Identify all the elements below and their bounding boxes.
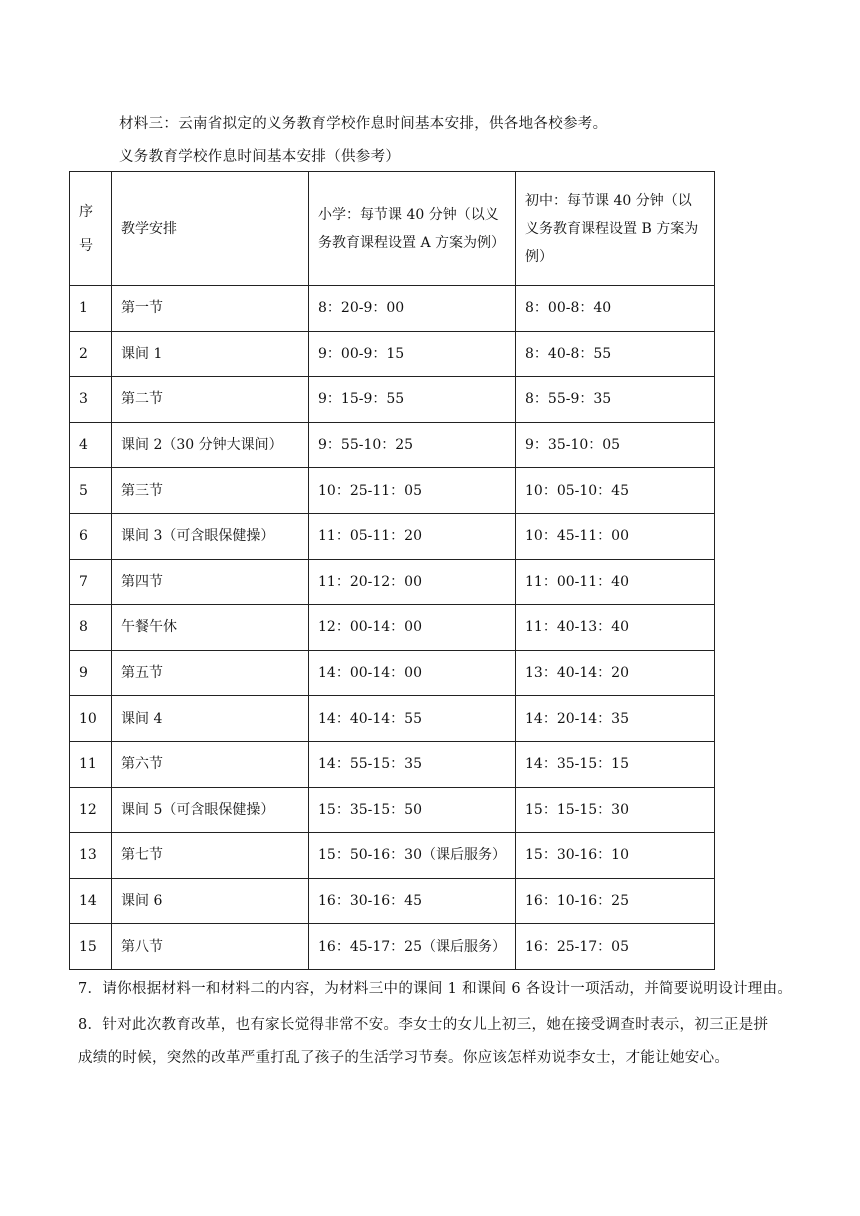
cell-junior-time: 14：35-15：15 (516, 741, 715, 787)
table-row (70, 468, 715, 514)
cell-number: 2 (70, 331, 112, 377)
table-caption: 义务教育学校作息时间基本安排（供参考） (119, 149, 401, 165)
table-row (70, 422, 715, 468)
cell-junior-time: 14：20-14：35 (516, 696, 715, 742)
cell-item: 课间 3（可含眼保健操） (112, 513, 309, 559)
cell-primary-time: 9：55-10：25 (309, 422, 516, 468)
header-number-line1: 序 (79, 203, 93, 220)
cell-item: 课间 1 (112, 331, 309, 377)
cell-junior-time: 9：35-10：05 (516, 422, 715, 468)
table-row (70, 924, 715, 970)
cell-primary-time: 14：00-14：00 (309, 650, 516, 696)
material-three-intro: 材料三：云南省拟定的义务教育学校作息时间基本安排，供各地各校参考。 (119, 116, 608, 132)
cell-number: 5 (70, 468, 112, 514)
cell-number: 15 (70, 924, 112, 970)
cell-primary-time: 8：20-9：00 (309, 286, 516, 332)
cell-number: 11 (70, 741, 112, 787)
header-number (70, 172, 112, 286)
cell-item: 第七节 (112, 833, 309, 879)
cell-number: 8 (70, 605, 112, 651)
table-row (70, 559, 715, 605)
table-row (70, 878, 715, 924)
table-row (70, 650, 715, 696)
cell-item: 课间 2（30 分钟大课间） (112, 422, 309, 468)
table-row (70, 741, 715, 787)
cell-item: 课间 4 (112, 696, 309, 742)
cell-primary-time: 15：35-15：50 (309, 787, 516, 833)
cell-primary-time: 16：45-17：25（课后服务） (309, 924, 516, 970)
cell-junior-time: 13：40-14：20 (516, 650, 715, 696)
cell-primary-time: 15：50-16：30（课后服务） (309, 833, 516, 879)
cell-item: 第四节 (112, 559, 309, 605)
cell-primary-time: 10：25-11：05 (309, 468, 516, 514)
table-row (70, 787, 715, 833)
header-number-line2: 号 (79, 237, 93, 254)
cell-number: 6 (70, 513, 112, 559)
table-row (70, 513, 715, 559)
question-7: 7．请你根据材料一和材料二的内容，为材料三中的课间 1 和课间 6 各设计一项活动，并简要说明设计理由。 (78, 981, 793, 997)
cell-primary-time: 12：00-14：00 (309, 605, 516, 651)
question-8-line-1: 8．针对此次教育改革，也有家长觉得非常不安。李女士的女儿上初三，她在接受调查时表示，初三正是拼 (78, 1017, 769, 1033)
header-primary: 小学：每节课 40 分钟（以义务教育课程设置 A 方案为例） (309, 172, 516, 286)
cell-junior-time: 11：40-13：40 (516, 605, 715, 651)
cell-primary-time: 11：20-12：00 (309, 559, 516, 605)
header-item: 教学安排 (112, 172, 309, 286)
cell-primary-time: 9：15-9：55 (309, 377, 516, 423)
cell-junior-time: 16：25-17：05 (516, 924, 715, 970)
schedule-table (69, 171, 715, 970)
cell-junior-time: 8：40-8：55 (516, 331, 715, 377)
table-row (70, 605, 715, 651)
cell-number: 1 (70, 286, 112, 332)
cell-item: 第六节 (112, 741, 309, 787)
table-header-row (70, 172, 715, 286)
table-row (70, 377, 715, 423)
cell-junior-time: 16：10-16：25 (516, 878, 715, 924)
schedule-body (70, 286, 715, 970)
cell-item: 课间 5（可含眼保健操） (112, 787, 309, 833)
header-junior: 初中：每节课 40 分钟（以义务教育课程设置 B 方案为例） (516, 172, 715, 286)
cell-item: 第五节 (112, 650, 309, 696)
cell-number: 3 (70, 377, 112, 423)
question-8-line-2: 成绩的时候，突然的改革严重打乱了孩子的生活学习节奏。你应该怎样劝说李女士，才能让她安心。 (78, 1050, 730, 1066)
table-row (70, 696, 715, 742)
table-row (70, 833, 715, 879)
cell-junior-time: 8：00-8：40 (516, 286, 715, 332)
table-row (70, 286, 715, 332)
cell-primary-time: 14：40-14：55 (309, 696, 516, 742)
cell-primary-time: 16：30-16：45 (309, 878, 516, 924)
cell-number: 12 (70, 787, 112, 833)
cell-junior-time: 10：45-11：00 (516, 513, 715, 559)
cell-junior-time: 8：55-9：35 (516, 377, 715, 423)
cell-primary-time: 14：55-15：35 (309, 741, 516, 787)
cell-number: 7 (70, 559, 112, 605)
cell-item: 第一节 (112, 286, 309, 332)
cell-item: 第二节 (112, 377, 309, 423)
cell-number: 9 (70, 650, 112, 696)
cell-item: 午餐午休 (112, 605, 309, 651)
cell-number: 4 (70, 422, 112, 468)
cell-item: 第八节 (112, 924, 309, 970)
cell-junior-time: 10：05-10：45 (516, 468, 715, 514)
cell-primary-time: 11：05-11：20 (309, 513, 516, 559)
cell-junior-time: 15：15-15：30 (516, 787, 715, 833)
cell-junior-time: 11：00-11：40 (516, 559, 715, 605)
cell-primary-time: 9：00-9：15 (309, 331, 516, 377)
cell-junior-time: 15：30-16：10 (516, 833, 715, 879)
cell-number: 13 (70, 833, 112, 879)
cell-item: 第三节 (112, 468, 309, 514)
cell-number: 10 (70, 696, 112, 742)
table-row (70, 331, 715, 377)
cell-number: 14 (70, 878, 112, 924)
cell-item: 课间 6 (112, 878, 309, 924)
